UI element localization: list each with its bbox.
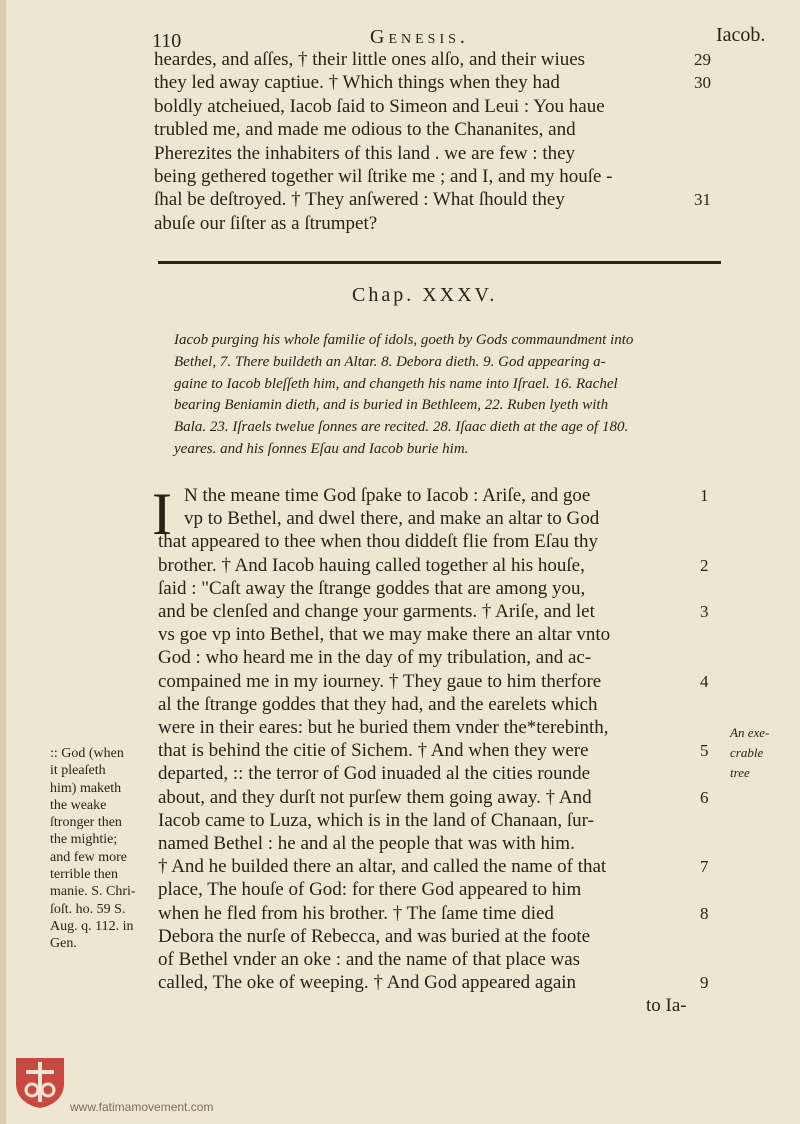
argument-line: Bala. 23. Iſraels twelue ſonnes are recited. 28. Iſaac dieth at the age of 180. xyxy=(174,419,629,436)
text-line: boldly atcheiued, Iacob ſaid to Simeon and Leui : You haue xyxy=(154,95,605,117)
margin-note-line: crable xyxy=(730,745,764,760)
text-line: and be clenſed and change your garments. † Ariſe, and let xyxy=(158,601,595,622)
text-line: ſhal be deſtroyed. † They anſwered : What ſhould they xyxy=(154,189,565,211)
footer-website: www.fatimamovement.com xyxy=(70,1100,214,1114)
text-line: abuſe our ſiſter as a ſtrumpet? xyxy=(154,212,378,234)
text-line: place, The houſe of God: for there God appeared to him xyxy=(158,879,582,901)
margin-note-line: tree xyxy=(730,765,750,780)
text-line: to Ia- xyxy=(646,995,687,1017)
argument-line: Bethel, 7. There buildeth an Altar. 8. Debora dieth. 9. God appearing a- xyxy=(174,353,606,370)
chapter-rule xyxy=(158,261,721,264)
argument-line: gaine to Iacob bleſſeth him, and changeth his name into Iſrael. 16. Rachel xyxy=(174,375,618,392)
running-title: Genesis. xyxy=(370,26,469,48)
text-line: compained me in my iourney. † They gaue to him therfore xyxy=(158,670,602,692)
argument-line: Iacob purging his whole familie of idols, goeth by Gods commaundment into xyxy=(174,332,634,348)
margin-note-line: manie. S. Chri- xyxy=(50,884,136,900)
chapter-title: Chap. XXXV. xyxy=(352,284,498,306)
text-line: departed, :: the terror of God inuaded al the cities rounde xyxy=(158,763,591,785)
margin-note-line: and few more xyxy=(50,849,127,865)
text-line: vs goe vp into Bethel, that we may make there an altar vnto xyxy=(158,624,611,646)
text-line: were in their eares: but he buried them vnder the*terebinth, xyxy=(158,717,609,738)
drop-cap: I xyxy=(152,481,172,547)
text-line: N the meane time God ſpake to Iacob : Ariſe, and goe xyxy=(184,485,591,506)
margin-note-line: An exe- xyxy=(730,725,770,740)
margin-note-line: terrible then xyxy=(50,867,119,883)
verse-number: 7 xyxy=(700,857,709,877)
text-line: Pherezites the inhabiters of this land . we are few : they xyxy=(154,142,576,164)
verse-number: 9 xyxy=(700,973,709,993)
catchword-top: Iacob. xyxy=(716,24,766,46)
argument-line: bearing Beniamin dieth, and is buried in Bethleem, 22. Ruben lyeth with xyxy=(174,397,609,414)
text-line: Iacob came to Luza, which is in the land of Chanaan, ſur- xyxy=(158,809,594,831)
text-line: that appeared to thee when thou diddeſt flie from Eſau thy xyxy=(158,531,599,553)
text-line: trubled me, and made me odious to the Chananites, and xyxy=(154,119,576,141)
margin-note-right xyxy=(730,723,794,783)
verse-number: 29 xyxy=(694,50,711,69)
page-number: 110 xyxy=(152,30,182,52)
argument-line: yeares. and his ſonnes Eſau and Iacob burie him. xyxy=(174,441,469,457)
margin-note-line: Gen. xyxy=(50,936,77,952)
text-line: being gethered together wil ſtrike me ; and I, and my houſe - xyxy=(154,166,613,187)
text-line: when he fled from his brother. † The ſame time died xyxy=(158,902,554,924)
text-line: God : who heard me in the day of my tribulation, and ac- xyxy=(158,647,592,669)
verse-number: 31 xyxy=(694,190,711,210)
margin-note-line: ſoſt. ho. 59 S. xyxy=(50,901,126,917)
verse-number: 8 xyxy=(700,903,709,923)
margin-note-line: the weake xyxy=(50,797,107,813)
margin-note-line: ſtronger then xyxy=(50,815,122,831)
verse-number: 4 xyxy=(700,671,709,691)
text-line: † And he builded there an altar, and called the name of that xyxy=(158,856,607,878)
text-line: brother. † And Iacob hauing called together al his houſe, xyxy=(158,554,585,576)
verse-number: 5 xyxy=(700,741,709,761)
verse-number: 30 xyxy=(694,73,711,93)
fatima-logo-icon xyxy=(12,1054,68,1110)
text-line: of Bethel vnder an oke : and the name of that place was xyxy=(158,949,581,970)
text-line: heardes, and aſſes, † their little ones alſo, and their wiues xyxy=(154,49,586,70)
verse-number: 6 xyxy=(700,787,709,807)
page-edge xyxy=(0,0,6,1124)
text-line: they led away captiue. † Which things when they had xyxy=(154,72,560,94)
margin-note-line: Aug. q. 112. in xyxy=(50,918,134,934)
text-line: vp to Bethel, and dwel there, and make an altar to God xyxy=(184,508,600,530)
text-line: about, and they durſt not purſew them going away. † And xyxy=(158,786,592,808)
text-line: al the ſtrange goddes that they had, and the earelets which xyxy=(158,693,598,715)
margin-note-line: :: God (when xyxy=(50,746,124,761)
verse-number: 1 xyxy=(700,486,709,505)
text-line: ſaid : "Caſt away the ſtrange goddes that are among you, xyxy=(158,577,586,599)
text-line: Debora the nurſe of Rebecca, and was buried at the foote xyxy=(158,925,591,947)
text-line: called, The oke of weeping. † And God appeared again xyxy=(158,972,577,994)
margin-note-line: him) maketh xyxy=(50,780,122,796)
verse-number: 2 xyxy=(700,555,709,575)
text-line: that is behind the citie of Sichem. † And when they were xyxy=(158,740,589,762)
text-line: named Bethel : he and al the people that was with him. xyxy=(158,833,575,854)
margin-note-left xyxy=(50,745,158,953)
margin-note-line: it pleaſeth xyxy=(50,763,106,779)
verse-number: 3 xyxy=(700,602,709,621)
margin-note-line: the mightie; xyxy=(50,832,118,848)
